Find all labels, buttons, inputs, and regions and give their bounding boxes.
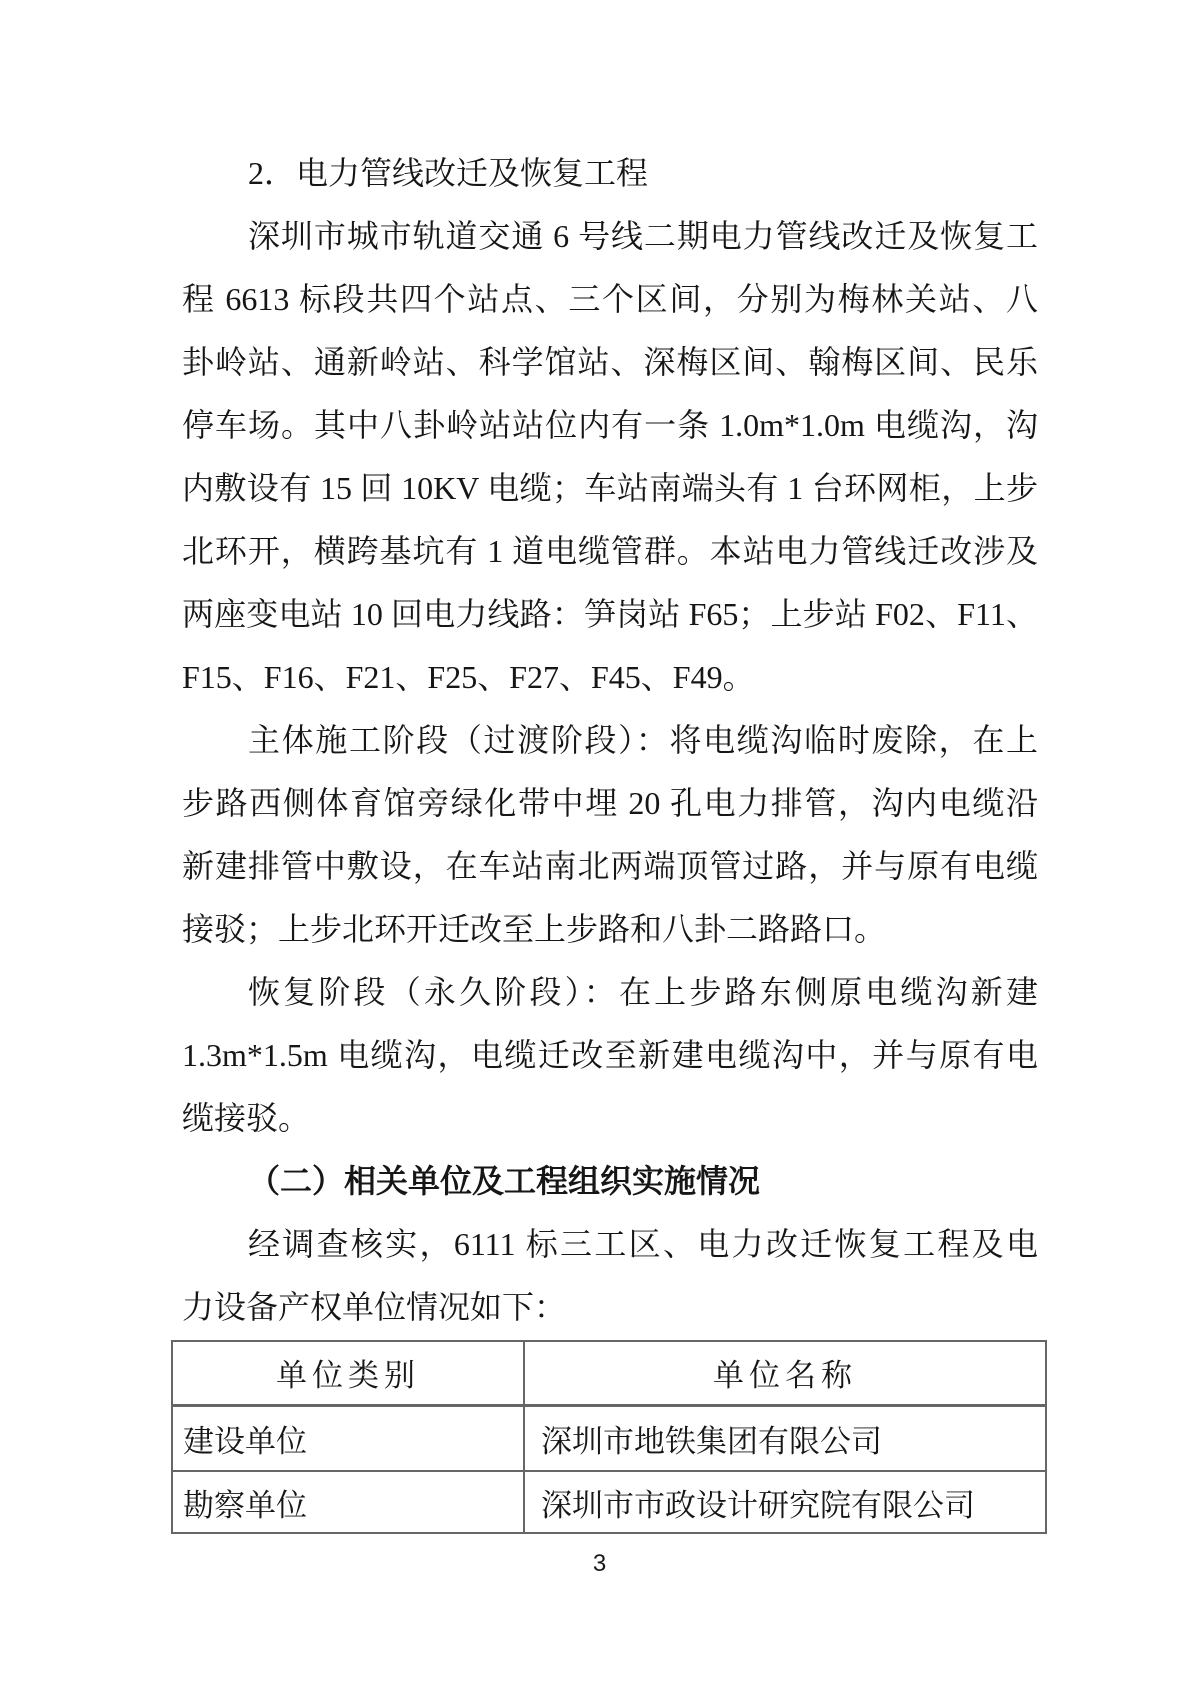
unit-name-cell: 深圳市地铁集团有限公司 [524,1405,1046,1471]
body-line: 经调查核实，6111 标三工区、电力改迁恢复工程及电 [248,1226,1038,1262]
body-line: 内敷设有 15 回 10KV 电缆；车站南端头有 1 台环网柜，上步 [182,470,1038,506]
table-row [172,1405,1046,1471]
table-header-cell-category: 单位类别 [172,1341,524,1405]
table-row [172,1471,1046,1533]
body-line: 主体施工阶段（过渡阶段）：将电缆沟临时废除，在上 [248,722,1038,758]
body-text-block [182,142,1038,1339]
table-header-cell-name: 单位名称 [524,1341,1046,1405]
page-number: 3 [592,1550,607,1577]
body-line: 步路西侧体育馆旁绿化带中埋 20 孔电力排管，沟内电缆沿 [182,785,1038,821]
body-line: 两座变电站 10 回电力线路：笋岗站 F65；上步站 F02、F11、 [182,596,1038,632]
body-line: 停车场。其中八卦岭站站位内有一条 1.0m*1.0m 电缆沟，沟 [182,407,1038,443]
body-line: 缆接驳。 [182,1100,311,1136]
body-line: 程 6613 标段共四个站点、三个区间，分别为梅林关站、八 [182,281,1038,317]
body-line: 1.3m*1.5m 电缆沟，电缆迁改至新建电缆沟中，并与原有电 [182,1037,1038,1073]
section-heading: （二）相关单位及工程组织实施情况 [248,1163,761,1199]
unit-category-cell: 勘察单位 [172,1471,524,1533]
table-header-row [172,1341,1046,1405]
body-line: F15、F16、F21、F25、F27、F45、F49。 [182,659,755,695]
unit-name-cell: 深圳市市政设计研究院有限公司 [524,1471,1046,1533]
units-table [171,1340,1047,1534]
body-line: 恢复阶段（永久阶段）：在上步路东侧原电缆沟新建 [248,974,1038,1010]
numbered-subheading: 2．电力管线改迁及恢复工程 [248,155,649,191]
body-line: 新建排管中敷设，在车站南北两端顶管过路，并与原有电缆 [182,848,1038,884]
body-line: 力设备产权单位情况如下： [182,1289,567,1325]
unit-category-cell: 建设单位 [172,1405,524,1471]
body-line: 卦岭站、通新岭站、科学馆站、深梅区间、翰梅区间、民乐 [182,344,1038,380]
body-line: 北环开，横跨基坑有 1 道电缆管群。本站电力管线迁改涉及 [182,533,1038,569]
body-line: 深圳市城市轨道交通 6 号线二期电力管线改迁及恢复工 [248,218,1038,254]
body-line: 接驳；上步北环开迁改至上步路和八卦二路路口。 [182,911,887,947]
